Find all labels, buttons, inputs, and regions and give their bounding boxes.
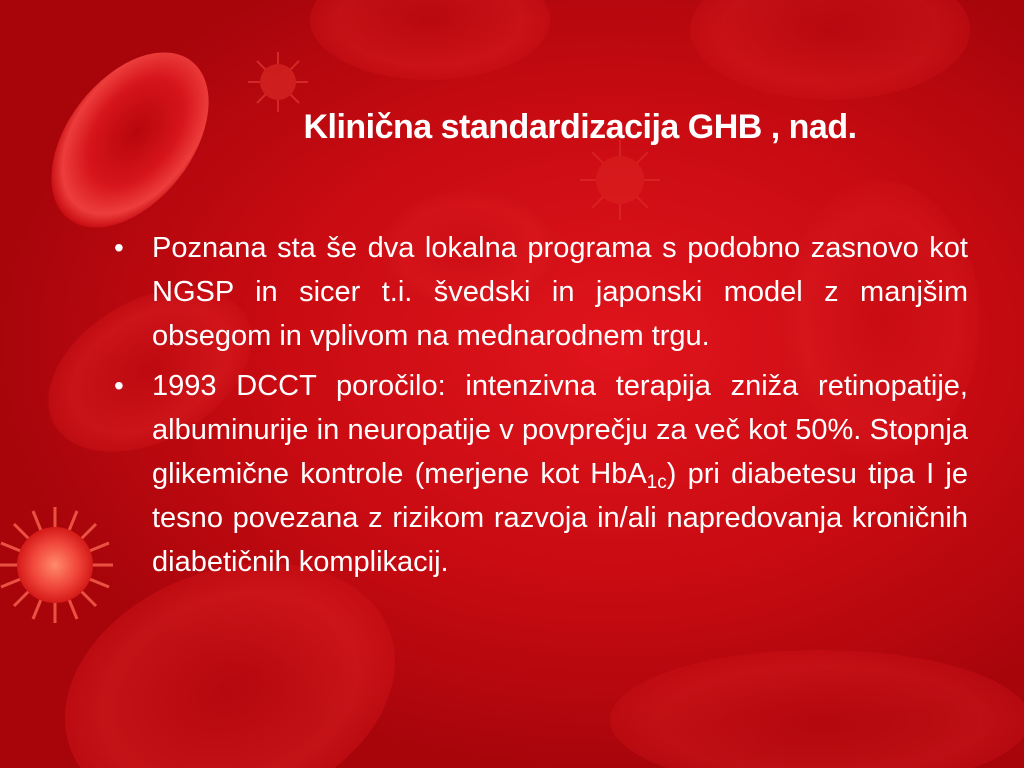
virus-particle-top bbox=[248, 52, 308, 112]
bullet-text-1: Poznana sta še dva lokalna programa s podobno zasnovo kot NGSP in sicer t.i. švedski in japonski model z manjšim obsegom in vplivom na mednarodnem trgu. bbox=[152, 232, 968, 352]
virus-particle-left bbox=[0, 507, 113, 623]
slide-title: Klinična standardizacija GHB , nad. bbox=[303, 108, 857, 146]
bullet-marker: • bbox=[114, 370, 124, 401]
bullet-marker: • bbox=[114, 232, 124, 263]
hba1c-subscript: 1c bbox=[646, 472, 667, 493]
blood-cell-bottom-right bbox=[610, 650, 1024, 768]
bullet-item-1 bbox=[110, 226, 968, 358]
virus-particle-right bbox=[580, 140, 660, 220]
blood-cell-top-right bbox=[690, 0, 970, 100]
bullet-text-2 bbox=[152, 364, 968, 584]
bullet-item-2 bbox=[110, 364, 968, 584]
bullet-text-2-part-2: ) pri diabetesu tipa I je tesno povezana z rizikom razvoja in/ali napredovanja kroničnih diabetičnih komplikacij. bbox=[152, 458, 968, 578]
blood-cell-top bbox=[310, 0, 550, 80]
bullet-list bbox=[110, 226, 968, 590]
bullet-text-2-part-1: 1993 DCCT poročilo: intenzivna terapija zniža retinopatije, albuminurije in neuropatije v povprečju za več kot 50%. Stopnja glikemične kontrole (merjene kot HbA bbox=[152, 370, 968, 490]
